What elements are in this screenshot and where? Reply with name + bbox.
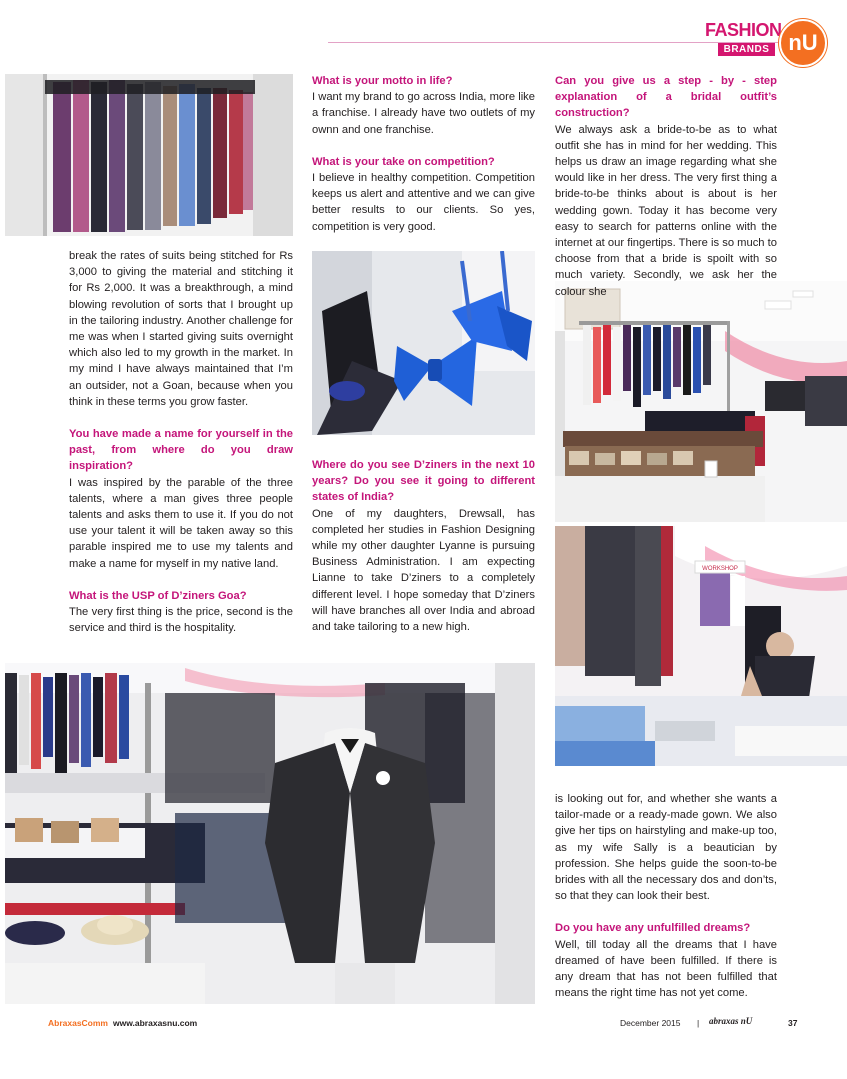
- suit-mannequin-illustration: [5, 663, 535, 1004]
- store-interior-illustration: [555, 281, 847, 522]
- question-usp: What is the USP of D’ziners Goa?: [69, 589, 247, 602]
- answer-usp: The very first thing is the price, second is the service and third is the hospitality.: [69, 606, 293, 635]
- store-interior-photo: [555, 281, 847, 522]
- footer-publisher: AbraxasComm: [48, 1018, 108, 1028]
- column-1: [69, 248, 293, 636]
- footer-issue-date: December 2015: [620, 1018, 681, 1028]
- question-future: Where do you see D’ziners in the next 10 years? Do you see it going to different states of India?: [312, 459, 535, 504]
- question-dreams: Do you have any unfulfilled dreams?: [555, 922, 751, 935]
- section-logo-fashion: FASHION: [705, 20, 782, 40]
- column-3-bottom: [555, 791, 777, 1001]
- column-2-top: [312, 73, 535, 235]
- bow-ties-illustration: [312, 251, 535, 435]
- bow-ties-photo: [312, 251, 535, 435]
- answer-dreams: Well, till today all the dreams that I have dreamed of have been fulfilled. If there is any dream that has not been fulfilled that means the right time has not yet come.: [555, 938, 777, 1000]
- footer-magazine-logo: abraxas nU: [709, 1016, 753, 1026]
- suit-mannequin-photo: [5, 663, 535, 1004]
- column-2-middle: [312, 457, 535, 635]
- ties-rack-illustration: [5, 74, 293, 236]
- section-logo-brands: BRANDS: [718, 43, 775, 56]
- footer-separator: |: [697, 1018, 700, 1028]
- question-motto: What is your motto in life?: [312, 75, 453, 87]
- answer-bridal: We always ask a bride-to-be as to what outfit she has in mind for her wedding. This helps us draw an image regarding what she would like in her dress. The very first thing a bride-to-be thinks about is about is her wedding gown. Today it has become very easy to search for patterns online with the internet at our fingertips. There is so much to choose from that a bride is spoilt with so much variety. Secondly, we ask her the colour she: [555, 123, 777, 298]
- col1-paragraph-1: break the rates of suits being stitched for Rs 3,000 to giving the material and stitching it for Rs 2,000. It was a breakthrough, a mind blowing revolution of sorts that I brought up in the tailoring industry. Another challenge for me was when I started giving suits overnight which also led to my growth in the market. In my mind I have always maintained that I’m an outsider, not a Goan, because when you think in these terms you grow faster.: [69, 250, 293, 408]
- answer-motto: I want my brand to go across India, more like a franchise. I already have two outlets of my ownn and one franchise.: [312, 91, 535, 136]
- question-bridal: Can you give us a step - by - step explanation of a bridal outfit’s construction?: [555, 75, 777, 120]
- workshop-photo: [555, 526, 847, 766]
- workshop-sign-text: WORKSHOP: [702, 566, 738, 572]
- ties-rack-photo: [5, 74, 293, 236]
- answer-future: One of my daughters, Drewsall, has completed her studies in Fashion Designing while my other daughter Lyanne is pursuing Business Administration. I am expecting Lianne to take D’ziners to a completely different level. I hope someday that D’ziners will have branches all over India and abroad and take tailoring to a new high.: [312, 507, 535, 634]
- header-rule: [328, 42, 778, 43]
- column-3-top: [555, 73, 777, 300]
- answer-bridal-continued: is looking out for, and whether she wants a tailor-made or a ready-made gown. We also give her tips on hairstyling and make-up too, as my wife Sally is a beautician by profession. She helps guide the soon-to-be brides with all the necessary dos and don’ts, so that they can look their best.: [555, 793, 777, 903]
- workshop-illustration: [555, 526, 847, 766]
- answer-competition: I believe in healthy competition. Competition keeps us alert and attentive and we can give better results to our clients. So yes, competition is very good.: [312, 172, 535, 233]
- footer-website-link[interactable]: www.abraxasnu.com: [113, 1018, 198, 1028]
- answer-inspiration: I was inspired by the parable of the three talents, where a man gives three people talents and asks them to use it. If you do not use your talent it will be taken away so this parable inspired me to use my talents and make a name for myself in my native land.: [69, 476, 293, 570]
- question-inspiration: You have made a name for yourself in the past, from where do you draw inspiration?: [69, 428, 293, 473]
- page-number: 37: [788, 1018, 798, 1028]
- section-logo-nu: nU: [779, 19, 827, 67]
- question-competition: What is your take on competition?: [312, 155, 495, 168]
